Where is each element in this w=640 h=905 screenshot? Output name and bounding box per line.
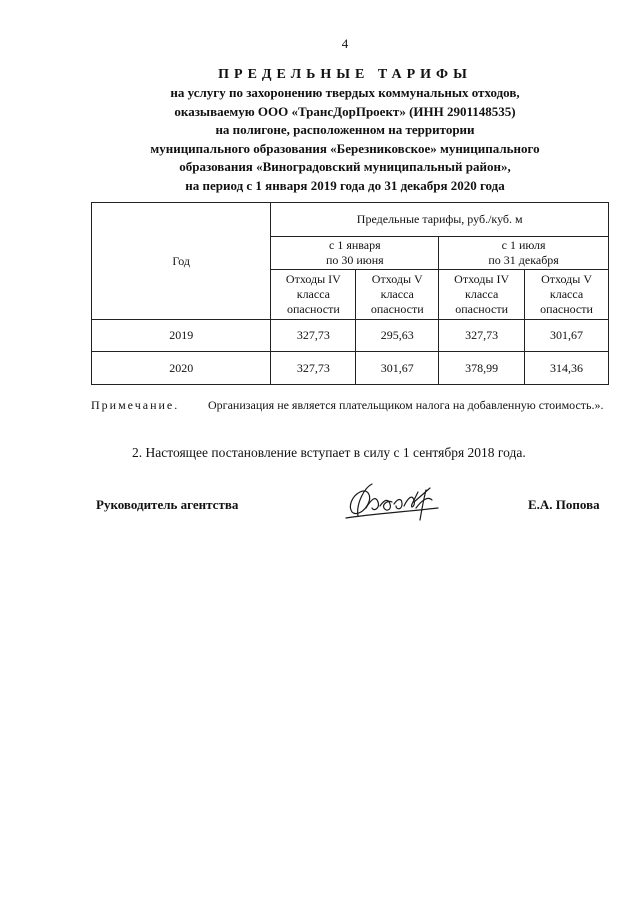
value-cell: 327,73 [271, 352, 356, 385]
waste-class-header: Отходы IV класса опасности [271, 270, 356, 320]
document-title [0, 66, 640, 195]
tariffs-table [91, 202, 609, 385]
title-line: оказываемую ООО «ТрансДорПроект» (ИНН 2901148535) [174, 103, 516, 119]
title-line: муниципального образования «Березниковское» муниципального [150, 140, 540, 156]
signatory-name: Е.А. Попова [528, 497, 600, 512]
waste-class-header: Отходы IV класса опасности [439, 270, 525, 320]
year-cell: 2020 [92, 352, 271, 385]
note-label: Примечание. [91, 398, 180, 412]
waste-class-header: Отходы V класса опасности [356, 270, 439, 320]
note [91, 397, 611, 413]
year-cell: 2019 [92, 320, 271, 352]
table-row [92, 352, 609, 385]
handwritten-signature [342, 478, 462, 531]
period-header-first-half: с 1 января по 30 июня [271, 237, 439, 270]
value-cell: 314,36 [525, 352, 609, 385]
title-main: ПРЕДЕЛЬНЫЕ ТАРИФЫ [218, 67, 472, 82]
value-cell: 295,63 [356, 320, 439, 352]
title-line: на услугу по захоронению твердых коммунальных отходов, [170, 85, 520, 100]
note-text: Организация не является плательщиком налога на добавленную стоимость.». [208, 398, 604, 412]
title-line: на полигоне, расположенном на территории [215, 122, 475, 137]
title-line: на период с 1 января 2019 года до 31 декабря 2020 года [185, 177, 505, 193]
value-cell: 327,73 [439, 320, 525, 352]
year-header: Год [92, 203, 271, 320]
page-number: 4 [341, 36, 349, 51]
period-header-second-half: с 1 июля по 31 декабря [439, 237, 609, 270]
waste-class-header: Отходы V класса опасности [525, 270, 609, 320]
title-line: образования «Виноградовский муниципальный район», [179, 159, 511, 174]
effective-date-clause: 2. Настоящее постановление вступает в силу с 1 сентября 2018 года. [132, 445, 526, 460]
value-cell: 327,73 [271, 320, 356, 352]
value-cell: 378,99 [439, 352, 525, 385]
tariff-header: Предельные тарифы, руб./куб. м [271, 203, 609, 237]
value-cell: 301,67 [356, 352, 439, 385]
signatory-role: Руководитель агентства [96, 497, 239, 512]
table-row [92, 320, 609, 352]
value-cell: 301,67 [525, 320, 609, 352]
